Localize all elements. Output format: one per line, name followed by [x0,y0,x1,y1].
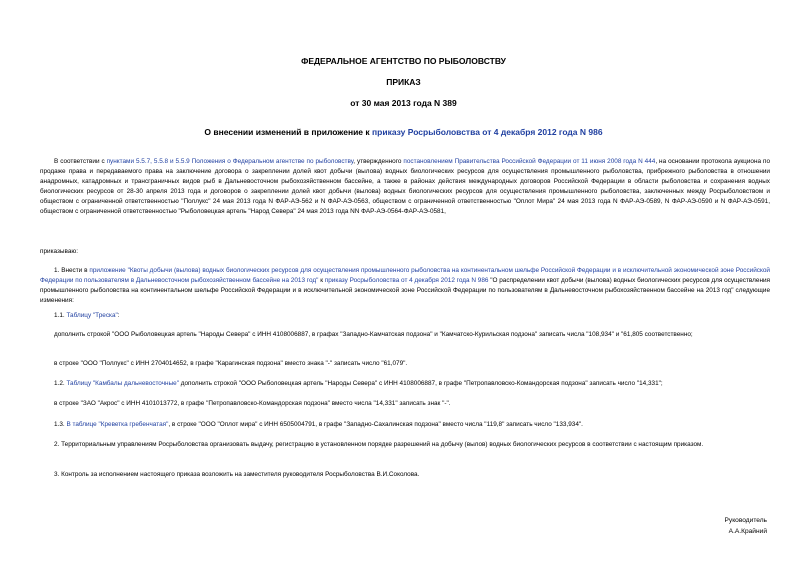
item-1-3-text: , в строке "ООО "Оплот мира" с ИНН 6505004791, в графе "Западно-Сахалинская подзона" вместо числа "119,8" записать число "133,934". [168,421,583,428]
signature-role: Руководитель [724,517,767,524]
order-word: приказываю: [40,248,78,255]
preamble-text-3: , на основании протокола аукциона по продаже права и передаваемого права на заключение договора о закреплении долей квот добычи (вылова) водных биологических ресурсов для осуществления промышленного рыболовства, прибрежного рыболовства в отношении анадромных, катадромных и трансграничных видов рыб в Дальневосточном рыбохозяйственном бассейне, а также в районах действия международных договоров Российской Федерации в области рыболовства и сохранения водных биологических ресурсов от 28-30 апреля 2013 года и договоров о закреплении долей квот добычи (вылова) водных биологических ресурсов для осуществления промышленного рыболовства, заключенных между Росрыболовством и обществом с ограниченной ответственностью "Поллукс" 24 мая 2013 года N ФАР-АЭ-562 и N ФАР-АЭ-0563, обществом с ограниченной ответственностью "Оплот Мира" 24 мая 2013 года N ФАР-АЭ-0589, N ФАР-АЭ-0590 и N ФАР-АЭ-0591, обществом с ограниченной ответственностью "Рыболовецкая артель "Народ Севера" 24 мая 2013 года NN ФАР-АЭ-0564-ФАР-АЭ-0581, [40,158,770,215]
doc-type-heading: ПРИКАЗ [386,77,421,87]
item-1-2-text: дополнить строкой "ООО Рыболовецкая артель "Народы Севера" с ИНН 4108006887, в графе "Петропавловско-Командорская подзона" записать число "14,331"; [178,380,663,387]
item-1-3-paragraph [54,420,770,430]
item-1-2-b-paragraph: в строке "ЗАО "Акрос" с ИНН 4101013772, в графе "Петропавловско-Командорская подзона" вместо числа "14,331" записать знак "-". [54,400,451,407]
item-1-2-number: 1.2. [54,380,67,387]
item-1-1-colon: : [117,312,120,319]
preamble-text-2: , утвержденного [353,158,404,165]
item-1-1-b-paragraph: в строке "ООО "Поллукс" с ИНН 2704014652, в графе "Карагинская подзона" вместо знака "-" записать число "61,079". [54,360,408,367]
item-1-2-paragraph [54,379,770,389]
item-1-paragraph [40,266,770,306]
preamble-text-1: В соответствии с [54,158,107,165]
item-1-1-number: 1.1. [54,312,67,319]
title-prefix: О внесении изменений в приложение к [204,127,373,137]
item-1-text-1: 1. Внести в [54,267,90,274]
item-2-paragraph: 2. Территориальным управлениям Росрыболовства организовать выдачу, регистрацию в установленном порядке разрешений на добычу (вылов) водных биологических ресурсов в соответствии с настоящим приказом. [54,441,704,448]
table-shrimp-link[interactable]: В таблице "Креветка гребенчатая" [66,421,169,428]
item-1-3-number: 1.3. [54,421,67,428]
appendix-quotas-link[interactable]: приложение "Квоты добычи (вылова) водных биологических ресурсов для осуществления промышленного рыболовства на континентальном шельфе Российской Федерации и в исключительной экономической зоне Российской Федерации по пользователям в Дальневосточном рыбохозяйственном бассейне на 2013 год" [40,267,770,284]
preamble-paragraph [40,157,770,216]
item-1-1-a-paragraph: дополнить строкой "ООО Рыболовецкая артель "Народы Севера" с ИНН 4108006887, в графах "Западно-Камчатская подзона" и "Камчатско-Курильская подзона" записать числа "108,934" и "61,805 соответственно; [54,331,693,338]
signature-name: А.А.Крайний [728,528,767,535]
table-cod-link[interactable]: Таблицу "Треска" [66,312,118,319]
date-number: от 30 мая 2013 года N 389 [350,98,457,108]
regulation-points-link[interactable]: пунктами 5.5.7, 5.5.8 и 5.5.9 Положения о Федеральном агентстве по рыболовству [106,158,354,165]
page-title [0,127,807,137]
item-1-text-2: к [318,276,325,284]
order-986-link[interactable]: приказу Росрыболовства от 4 декабря 2012 года N 986 [324,276,489,284]
item-1-text-3: "О распределении квот добычи (вылова) водных биологических ресурсов для осуществления промышленного рыболовства на континентальном шельфе Российской Федерации и в исключительной экономической зоне Российской Федерации по пользователям в Дальневосточном рыбохозяйственном бассейне на 2013 год" следующие изменения: [40,276,770,304]
order-986-title-link[interactable]: приказу Росрыболовства от 4 декабря 2012 года N 986 [372,127,603,137]
item-1-1-paragraph [54,311,770,321]
government-decree-link[interactable]: постановлением Правительства Российской Федерации от 11 июня 2008 года N 444 [403,158,656,165]
table-flounder-link[interactable]: Таблицу "Камбалы дальневосточные" [66,380,179,387]
item-3-paragraph: 3. Контроль за исполнением настоящего приказа возложить на заместителя руководителя Росрыболовства В.И.Соколова. [54,471,420,478]
agency-heading: ФЕДЕРАЛЬНОЕ АГЕНТСТВО ПО РЫБОЛОВСТВУ [301,56,506,66]
